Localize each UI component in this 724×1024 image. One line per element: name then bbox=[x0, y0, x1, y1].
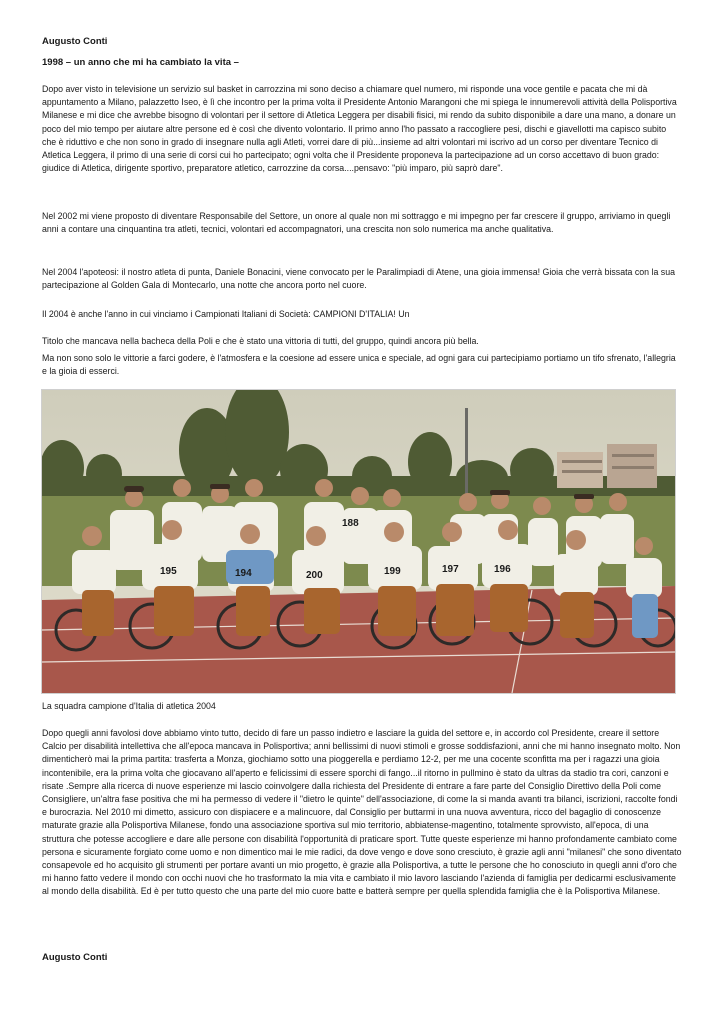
team-photo bbox=[41, 389, 676, 694]
photo-caption: La squadra campione d'Italia di atletica 2004 bbox=[42, 701, 216, 711]
paragraph-5: Titolo che mancava nella bacheca della Poli e che è stato una vittoria di tutti, del gruppo, quindi ancora più bella. bbox=[42, 336, 479, 346]
article-title: 1998 – un anno che mi ha cambiato la vita – bbox=[42, 57, 239, 68]
paragraph-7: Dopo quegli anni favolosi dove abbiamo vinto tutto, decido di fare un passo indietro e lasciare la guida del settore e, in accordo col Presidente, creare il settore Calcio per disabilità intellettiva che all'epoca mancava in Polisportiva; anni bellissimi di nuovi stimoli e grosse soddisfazioni, anni che mi hanno insegnato molto. Non dimenticherò mai la prima partita: trasferta a Monza, giochiamo sotto una pioggerella e perdiamo 12-2, per me una cocente sconfitta ma per i ragazzi una gioia incontenibile, era la prima volta che giocavano all'aperto e felicissimi di essere sporchi di fango...il ritorno in pullmino è stato da ultras da stadio tra cori, canzoni e risate .Sempre alla ricerca di nuove esperienze mi lascio coinvolgere dalla richiesta del Presidente di entrare a fare parte del Consiglio Direttivo della Poli come Consigliere, un'altra fase positiva che mi ha permesso di vedere il "dietro le quinte" dell'associazione, di come la si manda avanti tra bilanci, iscrizioni, raccolte fondi e burocrazia. Nel 2010 mi dimetto, assicuro con dispiacere e a malincuore, dal Consiglio per buttarmi in una nuova avventura, ricco del bagaglio di conoscenze maturate grazie alla Polisportiva Milanese, fondo una associazione sportiva sul mio territorio, abbiatense-magentino, totalmente sprovvisto, all'epoca, di una struttura che potesse accogliere e dare alle persone con disabilità l'opportunità di praticare sport. Tutte queste esperienze mi hanno profondamente cambiato come persona e sicuramente forgiato come uomo e non dimentico mai le mie radici, da dove vengo e dove sono cresciuto, è grazie agli anni "milanesi" che sono diventato consapevole ed ho acquisito gli strumenti per portare avanti un mio progetto, è grazie alla Polisportiva, a tutte le persone che ho conosciuto in quegli anni d'oro che mi hanno fatto vedere il mondo con occhi nuovi che ho trasformato la mia vita e cambiato il mio lavoro lasciando l'azienda di famiglia per dedicarmi esclusivamente al mondo della disabilità. Ed è per tutto questo che una parte del mio cuore batte e batterà sempre per quella splendida famiglia che è la Polisportiva Milanese. bbox=[42, 728, 682, 897]
author-name-bottom: Augusto Conti bbox=[42, 952, 108, 963]
bib-number-7: 197 bbox=[442, 564, 459, 575]
lamp-post bbox=[465, 408, 468, 508]
paragraph-4: Il 2004 è anche l'anno in cui vinciamo i Campionati Italiani di Società: CAMPIONI D'ITALIA! Un bbox=[42, 309, 410, 319]
paragraph-3: Nel 2004 l'apoteosi: il nostro atleta di punta, Daniele Bonacini, viene convocato per le Paralimpiadi di Atene, una gioia immensa! Gioia che verrà bissata con la sua partecipazione al Golden Gala di Montecarlo, una notte che ancora porto nel cuore. bbox=[42, 267, 675, 291]
bib-number-4: 188 bbox=[342, 518, 359, 529]
bib-number-2: 194 bbox=[235, 568, 252, 579]
paragraph-2: Nel 2002 mi viene proposto di diventare Responsabile del Settore, un onore al quale non mi sottraggo e mi impegno per far crescere il gruppo, arriviamo in quegli anni a contare una cinquantina tra atleti, tecnici, volontari ed accompagnatori, una crescita non solo numerica ma anche qualitativa. bbox=[42, 211, 671, 235]
author-name-top: Augusto Conti bbox=[42, 36, 108, 47]
bib-number-3: 200 bbox=[306, 570, 323, 581]
bib-number-1: 195 bbox=[160, 566, 177, 577]
bib-number-6: 196 bbox=[494, 564, 511, 575]
paragraph-1: Dopo aver visto in televisione un servizio sul basket in carrozzina mi sono deciso a chiamare quel numero, mi risponde una voce gentile e pacata che mi dà appuntamento a Milano, palazzetto Iseo, è lì che incontro per la prima volta il Presidente Antonio Marangoni che mi spiega le innumerevoli attività della Polisportiva Milanese e mi dice che avrebbe bisogno di volontari per il settore di Atletica Leggera per disabili fisici, mi rendo da subito disponibile a dare una mano, a donare un poco del mio tempo per aiutare altre persone ed è così che divento volontario. Il primo anno l'ho passato a raccogliere pesi, dischi e giavellotti ma capisco subito che è riduttivo e che non sono in grado di insegnare nulla agli Atleti, vorrei dare di più...insieme ad altri volontari mi iscrivo ad un corso per diventare Tecnico di Atletica Leggera, il primo di una serie di corsi cui ho partecipato; ogni volta che il Presidente proponeva la partecipazione ad un corso accettavo di buon grado: giudice di Atletica, dirigente sportivo, preparatore atletico, carrozzine da corsa....pensavo: "più imparo, più saprò dare". bbox=[42, 84, 677, 174]
team-photo-illustration bbox=[42, 390, 675, 693]
bib-number-5: 199 bbox=[384, 566, 401, 577]
paragraph-6: Ma non sono solo le vittorie a farci godere, è l'atmosfera e la coesione ad essere unica e speciale, ad ogni gara cui partecipiamo portiamo un tifo sfrenato, l'allegria e la gioia di esserci. bbox=[42, 353, 676, 377]
